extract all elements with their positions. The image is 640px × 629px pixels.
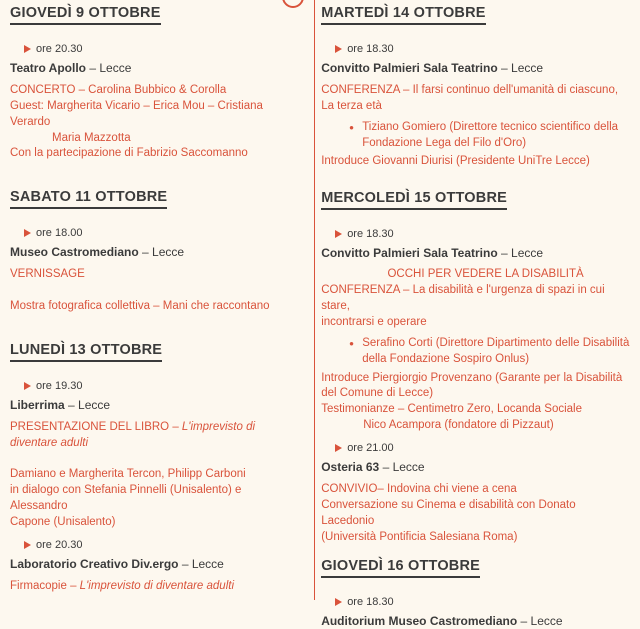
book-title-2: L'imprevisto di diventare adulti bbox=[79, 579, 235, 592]
event-description-2 bbox=[321, 482, 630, 545]
after-line-3: Testimonianze – Centimetro Zero, Locanda Sociale bbox=[321, 403, 582, 416]
day-entry-9-ottobre bbox=[10, 4, 297, 162]
bullet-icon: • bbox=[349, 119, 354, 135]
time-label: ore 21.00 bbox=[347, 442, 394, 455]
day-entry-14-ottobre bbox=[321, 4, 630, 170]
event-description bbox=[321, 83, 630, 115]
venue-name: Convitto Palmieri Sala Teatrino bbox=[321, 61, 498, 75]
time-row bbox=[24, 227, 297, 239]
venue-name: Osteria 63 bbox=[321, 460, 380, 475]
desc-line-1: CONCERTO – Carolina Bubbico & Corolla bbox=[10, 84, 227, 96]
speaker-line-2: Fondazione Lega del Filo d'Oro) bbox=[362, 136, 527, 149]
day-entry-15-ottobre bbox=[321, 189, 630, 545]
day-title: MARTEDÌ 14 OTTOBRE bbox=[321, 5, 485, 25]
triangle-icon bbox=[335, 230, 342, 238]
venue-line bbox=[321, 61, 630, 76]
venue-line bbox=[10, 61, 297, 76]
venue-city: – Lecce bbox=[181, 556, 224, 571]
desc2-line-2: Conversazione su Cinema e disabilità con Donato Lacedonio bbox=[321, 498, 576, 527]
bullet-icon: • bbox=[349, 335, 354, 351]
speaker-bullet bbox=[321, 336, 630, 368]
day-title: MERCOLEDÌ 15 OTTOBRE bbox=[321, 190, 507, 210]
triangle-icon bbox=[335, 45, 342, 53]
event-description bbox=[10, 267, 297, 315]
triangle-icon bbox=[24, 382, 31, 390]
venue-line bbox=[321, 614, 630, 629]
book-title: L'imprevisto di diventare adulti bbox=[10, 420, 256, 449]
triangle-icon bbox=[24, 229, 31, 237]
venue-city: – Lecce bbox=[68, 397, 111, 412]
venue-name: Museo Castromediano bbox=[10, 245, 139, 260]
event-description bbox=[321, 283, 630, 331]
right-column bbox=[305, 4, 630, 629]
venue-line bbox=[321, 246, 630, 261]
venue-city: – Lecce bbox=[382, 460, 425, 475]
venue-city: – Lecce bbox=[501, 246, 544, 261]
venue-line-2 bbox=[10, 557, 297, 572]
time-label: ore 20.30 bbox=[36, 43, 83, 55]
triangle-icon bbox=[24, 45, 31, 53]
time-row bbox=[24, 43, 297, 55]
presentation-label: PRESENTAZIONE DEL LIBRO – bbox=[10, 420, 182, 433]
venue-line bbox=[10, 245, 297, 260]
after-line-4: Nico Acampora (fondatore di Pizzaut) bbox=[363, 419, 554, 432]
venue-line bbox=[10, 398, 297, 413]
speaker-line-1: Serafino Corti (Direttore Dipartimento delle Disabilità bbox=[362, 336, 630, 349]
venue-city: – Lecce bbox=[520, 614, 563, 629]
desc-line-3: Capone (Unisalento) bbox=[10, 516, 116, 529]
desc2-line-3: (Università Pontificia Salesiana Roma) bbox=[321, 530, 518, 543]
speaker-line-1: Tiziano Gomiero (Direttore tecnico scientifico della bbox=[362, 120, 619, 133]
desc-line-2: Mostra fotografica collettiva – Mani che raccontano bbox=[10, 300, 270, 313]
event-description bbox=[10, 420, 297, 531]
time-label: ore 18.30 bbox=[347, 228, 394, 241]
desc-line-1: Damiano e Margherita Tercon, Philipp Carboni bbox=[10, 468, 246, 481]
venue-name: Teatro Apollo bbox=[10, 61, 86, 75]
venue-city: – Lecce bbox=[142, 245, 185, 260]
desc-line-2: incontrarsi e operare bbox=[321, 316, 427, 329]
desc-line-1: CONFERENZA – La disabilità e l'urgenza di spazi in cui stare, bbox=[321, 284, 605, 313]
venue-name: Convitto Palmieri Sala Teatrino bbox=[321, 246, 498, 261]
day-title: SABATO 11 OTTOBRE bbox=[10, 189, 167, 209]
time-row-2 bbox=[24, 539, 297, 551]
desc-line-1: VERNISSAGE bbox=[10, 268, 85, 281]
desc-line-1: CONFERENZA – Il farsi continuo dell'umanità di ciascuno, bbox=[321, 84, 619, 96]
day-title: GIOVEDÌ 9 OTTOBRE bbox=[10, 5, 161, 25]
triangle-icon bbox=[24, 541, 31, 549]
desc-line-3: Maria Mazzotta bbox=[52, 131, 131, 144]
introduce-line: Introduce Giovanni Diurisi (Presidente UniTre Lecce) bbox=[321, 155, 590, 168]
time-row bbox=[335, 228, 630, 240]
signing-label: Firmacopie – bbox=[10, 579, 80, 592]
time-label: ore 20.30 bbox=[36, 538, 83, 551]
speaker-bullet bbox=[321, 120, 630, 152]
event-description-2 bbox=[10, 579, 297, 595]
venue-name: Liberrima bbox=[10, 397, 65, 412]
triangle-icon bbox=[335, 444, 342, 452]
desc-line-4: Con la partecipazione di Fabrizio Saccomanno bbox=[10, 147, 248, 160]
venue-city: – Lecce bbox=[501, 61, 544, 75]
after-line-1: Introduce Piergiorgio Provenzano (Garante per la Disabilità bbox=[321, 371, 623, 384]
event-description bbox=[10, 83, 297, 162]
section-heading: OCCHI PER VEDERE LA DISABILITÀ bbox=[387, 268, 584, 281]
time-row bbox=[335, 596, 630, 608]
venue-name: Laboratorio Creativo Div.ergo bbox=[10, 556, 179, 571]
venue-city: – Lecce bbox=[89, 61, 132, 75]
time-label: ore 18.30 bbox=[347, 596, 394, 609]
time-label: ore 18.30 bbox=[347, 43, 394, 55]
desc-line-2: Guest: Margherita Vicario – Erica Mou – Cristiana Verardo bbox=[10, 99, 263, 128]
speaker-text bbox=[362, 120, 618, 152]
venue-name: Auditorium Museo Castromediano bbox=[321, 614, 518, 629]
desc-line-2: in dialogo con Stefania Pinnelli (Unisalento) e Alessandro bbox=[10, 484, 242, 513]
speaker-line-2: della Fondazione Sospiro Onlus) bbox=[362, 352, 530, 365]
time-label: ore 19.30 bbox=[36, 379, 83, 392]
speaker-text bbox=[362, 336, 629, 368]
time-label: ore 18.00 bbox=[36, 227, 83, 240]
day-entry-11-ottobre bbox=[10, 188, 297, 315]
time-row-2 bbox=[335, 442, 630, 454]
desc2-line-1: CONVIVIO– Indovina chi viene a cena bbox=[321, 483, 517, 496]
time-row bbox=[335, 43, 630, 55]
day-entry-13-ottobre bbox=[10, 341, 297, 595]
time-row bbox=[24, 380, 297, 392]
day-entry-16-ottobre bbox=[321, 557, 630, 629]
after-lines bbox=[321, 371, 630, 434]
after-line-2: del Comune di Lecce) bbox=[321, 387, 434, 400]
left-column bbox=[10, 4, 305, 600]
day-title: GIOVEDÌ 16 OTTOBRE bbox=[321, 558, 480, 578]
day-title: LUNEDÌ 13 OTTOBRE bbox=[10, 342, 162, 362]
venue-line-2 bbox=[321, 460, 630, 475]
desc-line-2: La terza età bbox=[321, 99, 382, 112]
